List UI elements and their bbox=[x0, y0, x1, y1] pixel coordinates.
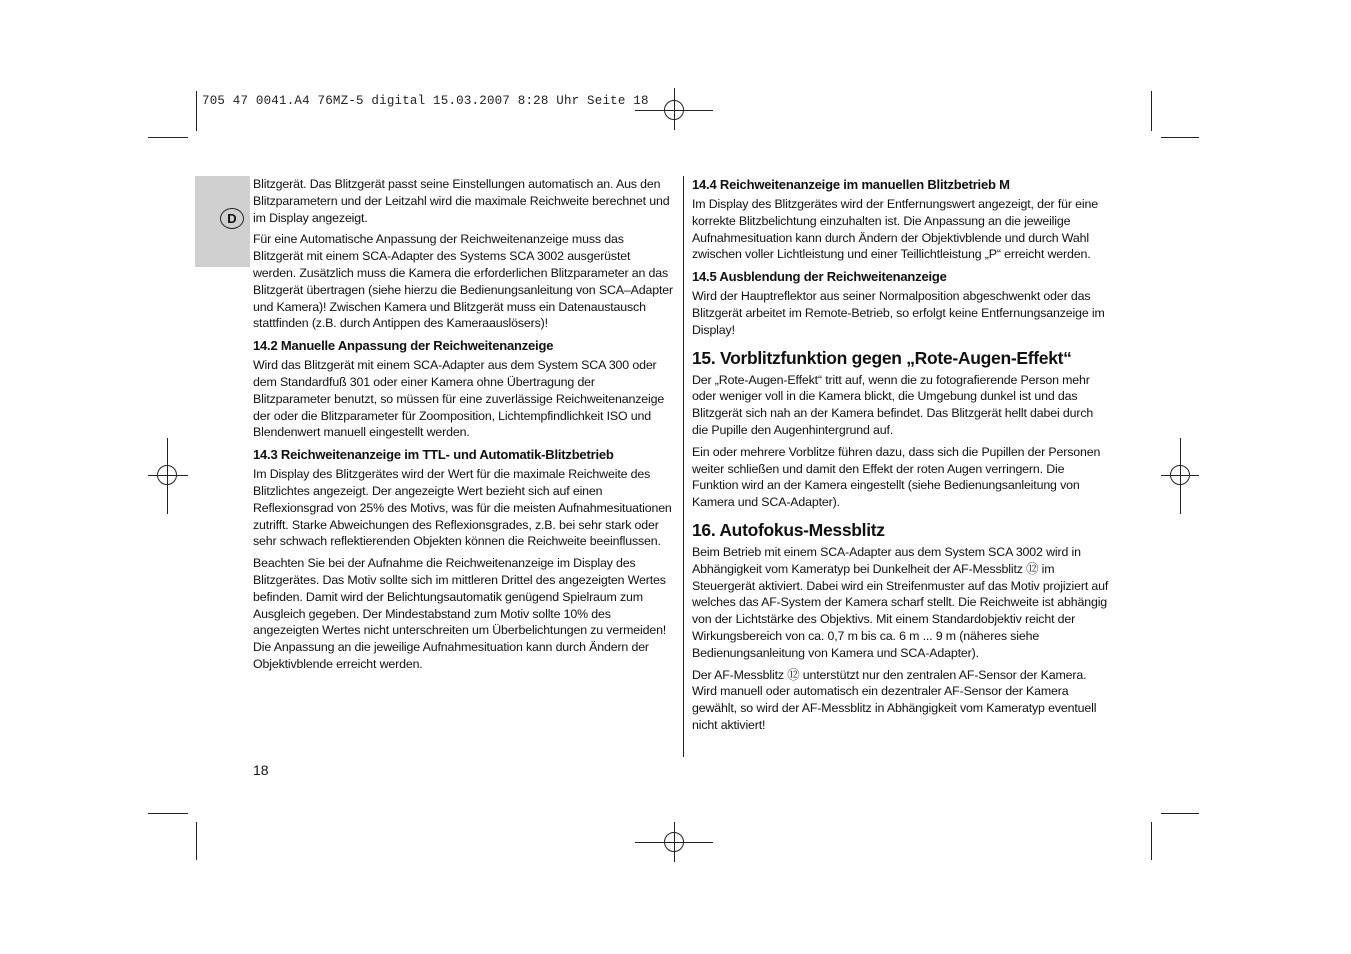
section-14-3-paragraph-1: Im Display des Blitzgerätes wird der Wert für die maximale Reichweite des Blitzlichtes angezeigt. Der angezeigte Wert bezieht sich auf einen Reflexionsgrad von 25% des Motivs, was für die meisten Aufnahmesituationen zutrifft. Starke Abweichungen des Reflexionsgrades, z.B. bei sehr stark oder sehr schwach reflektierenden Objekten können die Reichweite beeinflussen. bbox=[253, 467, 672, 549]
section-16-heading: 16. Autofokus-Messblitz bbox=[692, 519, 885, 540]
crop-mark-top-left-v bbox=[196, 91, 197, 131]
right-column bbox=[692, 176, 1112, 739]
section-14-5-paragraph: Wird der Hauptreflektor aus seiner Normalposition abgeschwenkt oder das Blitzgerät arbeitet im Remote-Betrieb, so erfolgt keine Entfernungsanzeige im Display! bbox=[692, 289, 1105, 337]
crop-mark-bottom-left-h bbox=[148, 813, 188, 814]
section-14-5-heading: 14.5 Ausblendung der Reichweitenanzeige bbox=[692, 269, 947, 285]
section-15-heading: 15. Vorblitzfunktion gegen „Rote-Augen-Effekt“ bbox=[692, 347, 1072, 368]
column-divider bbox=[683, 176, 684, 757]
intro-paragraph-1: Blitzgerät. Das Blitzgerät passt seine Einstellungen automatisch an. Aus den Blitzparametern und der Leitzahl wird die maximale Reichweite berechnet und im Display angezeigt. bbox=[253, 177, 670, 225]
crop-mark-top-right-v bbox=[1151, 91, 1152, 131]
crop-mark-top-left-h bbox=[148, 137, 188, 138]
section-14-4-heading: 14.4 Reichweitenanzeige im manuellen Blitzbetrieb M bbox=[692, 177, 1010, 192]
print-header: 705 47 0041.A4 76MZ-5 digital 15.03.2007 8:28 Uhr Seite 18 bbox=[202, 94, 649, 108]
section-14-2-heading: 14.2 Manuelle Anpassung der Reichweitenanzeige bbox=[253, 338, 554, 354]
crop-mark-bottom-left-v bbox=[196, 822, 197, 860]
section-14-4-paragraph: Im Display des Blitzgerätes wird der Entfernungswert angezeigt, der für eine korrekte Blitzbelichtung einzuhalten ist. Die Anpassung an die jeweilige Aufnahmesituation kann durch Ändern der Objektivblende und durch Wahl zwischen voller Lichtleistung und einer Teillichtleistung „P“ erreicht werden. bbox=[692, 197, 1098, 262]
section-15-paragraph-1: Der „Rote-Augen-Effekt“ tritt auf, wenn die zu fotografierende Person mehr oder weniger voll in die Kamera blickt, die Umgebung dunkel ist und das Blitzgerät sich nah an der Kamera befindet. Das Blitzgerät hellt dabei durch die Pupille den Augenhintergrund auf. bbox=[692, 372, 1094, 437]
left-column bbox=[253, 176, 675, 678]
section-16-paragraph-2: Der AF-Messblitz ⑫ unterstützt nur den zentralen AF-Sensor der Kamera. Wird manuell oder automatisch ein dezentraler AF-Sensor der Kamera gewählt, so wird der AF-Messblitz in Abhängigkeit vom Kameratyp eventuell nicht aktiviert! bbox=[692, 667, 1097, 732]
section-15-paragraph-2: Ein oder mehrere Vorblitze führen dazu, dass sich die Pupillen der Personen weiter schließen und damit den Effekt der roten Augen verringern. Die Funktion wird an der Kamera eingestellt (siehe Bedienungsanleitung von Kamera und SCA-Adapter). bbox=[692, 444, 1101, 510]
section-14-3-paragraph-2: Beachten Sie bei der Aufnahme die Reichweitenanzeige im Display des Blitzgerätes. Das Motiv sollte sich im mittleren Drittel des angezeigten Wertes befinden. Damit wird der Belichtungsautomatik genügend Spielraum zum Ausgleich gegeben. Der Mindestabstand zum Motiv sollte 10% des angezeigten Wertes nicht unterschreiten um Überbelichtungen zu vermeiden! Die Anpassung an die jeweilige Aufnahmesituation kann durch Ändern der Objektivblende erreicht werden. bbox=[253, 556, 667, 671]
section-14-2-paragraph: Wird das Blitzgerät mit einem SCA-Adapter aus dem System SCA 300 oder dem Standardfuß 301 oder einer Kamera ohne Übertragung der Blitzparameter benutzt, so müssen für eine zuverlässige Reichweitenanzeige der oder die Blitzparameter für Zoomposition, Lichtempfindlichkeit ISO und Blendenwert manuell eingestellt werden. bbox=[253, 358, 665, 440]
page-number: 18 bbox=[253, 762, 269, 778]
section-16-paragraph-1: Beim Betrieb mit einem SCA-Adapter aus dem System SCA 3002 wird in Abhängigkeit vom Kameratyp bei Dunkelheit der AF-Messblitz ⑫ im Steuergerät aktiviert. Dabei wird ein Streifenmuster auf das Motiv projiziert auf welches das AF-System der Kamera scharf stellt. Die Reichweite ist abhängig von der Lichtstärke des Objektivs. Mit einem Standardobjektiv reicht der Wirkungsbereich von ca. 0,7 m bis ca. 6 m ... 9 m (näheres siehe Bedienungsanleitung von Kamera und SCA-Adapter). bbox=[692, 544, 1109, 660]
crop-mark-top-right-h bbox=[1161, 137, 1199, 138]
section-14-3-heading: 14.3 Reichweitenanzeige im TTL- und Automatik-Blitzbetrieb bbox=[253, 447, 614, 463]
crop-mark-bottom-right-h bbox=[1161, 813, 1199, 814]
crop-mark-bottom-right-v bbox=[1151, 822, 1152, 860]
language-badge: D bbox=[220, 208, 244, 229]
intro-paragraph-2: Für eine Automatische Anpassung der Reichweitenanzeige muss das Blitzgerät mit einem SCA-Adapter des Systems SCA 3002 ausgerüstet werden. Zusätzlich muss die Kamera die erforderlichen Blitzparameter an das Blitzgerät übertragen (siehe hierzu die Bedienungsanleitung von SCA–Adapter und Kamera)! Zwischen Kamera und Blitzgerät muss ein Datenaustausch stattfinden (z.B. durch Antippen des Kameraauslösers)! bbox=[253, 232, 673, 331]
